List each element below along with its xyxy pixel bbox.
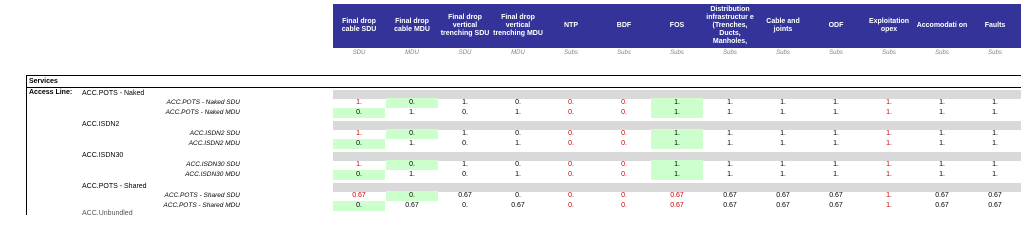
table-cell[interactable]: 1. [727, 140, 733, 147]
column-unit: SDU [458, 50, 472, 56]
table-cell[interactable]: 1. [939, 99, 945, 106]
table-cell[interactable]: 1. [780, 171, 786, 178]
column-header: Accomodati on [916, 22, 968, 29]
table-cell[interactable]: 0. [568, 171, 574, 178]
section-border-top [26, 75, 1021, 76]
table-cell[interactable]: 0. [515, 161, 521, 168]
table-cell[interactable]: 0. [333, 201, 385, 211]
table-cell[interactable]: 1. [780, 130, 786, 137]
group-label: ACC.ISDN2 [82, 121, 120, 128]
section-border-sub [26, 87, 1021, 88]
table-cell[interactable]: 0. [462, 140, 468, 147]
column-header: Cable and joints [766, 18, 800, 33]
table-cell[interactable]: 1. [515, 171, 521, 178]
table-cell[interactable]: 0. [568, 202, 574, 209]
table-cell[interactable]: 1. [356, 99, 362, 106]
row-label: ACC.POTS - Shared SDU [164, 192, 240, 199]
table-cell[interactable]: 0.67 [988, 202, 1002, 209]
table-cell[interactable]: 1. [651, 108, 703, 118]
table-cell[interactable]: 1. [833, 140, 839, 147]
table-cell[interactable]: 0. [621, 140, 627, 147]
table-cell[interactable]: 0. [568, 140, 574, 147]
table-cell[interactable]: 1. [886, 140, 892, 147]
table-cell[interactable]: 0.67 [988, 192, 1002, 199]
table-cell[interactable]: 1. [727, 130, 733, 137]
column-header: FOS [669, 22, 685, 29]
table-cell[interactable]: 1. [356, 130, 362, 137]
group-label: ACC.ISDN30 [82, 152, 124, 159]
table-cell[interactable]: 0. [462, 171, 468, 178]
column-unit: Subs [776, 50, 790, 56]
table-cell[interactable]: 1. [992, 171, 998, 178]
table-cell[interactable]: 0.67 [670, 202, 684, 209]
access-line-label: Access Line: [29, 89, 73, 96]
table-cell[interactable]: 0. [621, 171, 627, 178]
table-cell[interactable]: 1. [515, 140, 521, 147]
table-cell[interactable]: 0. [568, 192, 574, 199]
table-cell[interactable]: 0.67 [935, 192, 949, 199]
table-cell[interactable]: 1. [462, 99, 468, 106]
table-cell[interactable]: 0.67 [723, 192, 737, 199]
table-cell[interactable]: 0.67 [829, 192, 843, 199]
table-cell[interactable]: 1. [939, 109, 945, 116]
row-label: ACC.POTS - Naked MDU [165, 109, 240, 116]
table-cell[interactable]: 1. [939, 130, 945, 137]
column-header: Final drop cable MDU [394, 18, 430, 33]
table-cell[interactable]: 1. [409, 171, 415, 178]
row-label: ACC.ISDN2 SDU [189, 130, 240, 137]
next-group-label: ACC.Unbundled [82, 210, 133, 217]
column-unit: Subs [617, 50, 631, 56]
table-cell[interactable]: 1. [462, 130, 468, 137]
table-cell[interactable]: 1. [515, 109, 521, 116]
table-cell[interactable]: 1. [992, 161, 998, 168]
row-label: ACC.ISDN2 MDU [188, 140, 240, 147]
table-cell[interactable]: 1. [886, 192, 892, 199]
table-cell[interactable]: 1. [651, 98, 703, 108]
table-cell[interactable]: 1. [939, 161, 945, 168]
table-cell[interactable]: 0.67 [935, 202, 949, 209]
table-cell[interactable]: 1. [651, 170, 703, 180]
column-unit: MDU [511, 50, 525, 56]
row-label: ACC.POTS - Naked SDU [166, 99, 240, 106]
table-cell[interactable]: 1. [651, 129, 703, 139]
table-cell[interactable]: 0. [621, 202, 627, 209]
table-cell[interactable]: 0.67 [776, 192, 790, 199]
column-unit: Subs [988, 50, 1002, 56]
table-cell[interactable]: 0. [568, 99, 574, 106]
table-cell[interactable]: 1. [939, 140, 945, 147]
column-unit: Subs [723, 50, 737, 56]
table-cell[interactable]: 1. [833, 109, 839, 116]
table-cell[interactable]: 0. [621, 192, 627, 199]
section-border-left [26, 75, 27, 215]
table-cell[interactable]: 0.67 [405, 202, 419, 209]
table-cell[interactable]: 1. [409, 140, 415, 147]
table-cell[interactable]: 1. [727, 99, 733, 106]
column-unit: SDU [352, 50, 366, 56]
table-cell[interactable]: 1. [886, 109, 892, 116]
column-unit: Subs [829, 50, 843, 56]
table-cell[interactable]: 1. [356, 161, 362, 168]
table-cell[interactable]: 0. [568, 161, 574, 168]
table-cell[interactable]: 0.67 [511, 202, 525, 209]
table-cell[interactable]: 1. [992, 109, 998, 116]
table-cell[interactable]: 0. [333, 108, 385, 118]
table-cell[interactable]: 0. [568, 109, 574, 116]
column-header: Exploitation opex [868, 18, 910, 33]
column-header: Final drop cable SDU [341, 18, 377, 33]
table-cell[interactable]: 1. [992, 130, 998, 137]
table-cell[interactable]: 1. [886, 130, 892, 137]
table-cell[interactable]: 0. [462, 109, 468, 116]
table-cell[interactable]: 1. [651, 139, 703, 149]
row-label: ACC.POTS - Shared MDU [163, 202, 240, 209]
table-cell[interactable]: 0.67 [829, 202, 843, 209]
column-unit: Subs [564, 50, 578, 56]
table-cell[interactable]: 1. [727, 109, 733, 116]
table-cell[interactable]: 1. [727, 171, 733, 178]
table-cell[interactable]: 0. [386, 191, 438, 201]
table-cell[interactable]: 0.67 [458, 192, 472, 199]
column-header: Faults [984, 22, 1006, 29]
table-cell[interactable]: 0.67 [776, 202, 790, 209]
table-cell[interactable]: 0. [621, 109, 627, 116]
column-header: Final drop vertical trenching MDU [493, 14, 543, 37]
column-header: Final drop vertical trenching SDU [440, 14, 490, 37]
column-unit: Subs [670, 50, 684, 56]
table-cell[interactable]: 0. [621, 130, 627, 137]
table-cell[interactable]: 0. [386, 160, 438, 170]
table-cell[interactable]: 1. [833, 161, 839, 168]
table-cell[interactable]: 0. [568, 130, 574, 137]
table-cell[interactable]: 0.67 [352, 192, 366, 199]
table-cell[interactable]: 0. [621, 99, 627, 106]
table-cell[interactable]: 1. [833, 171, 839, 178]
table-cell[interactable]: 1. [833, 99, 839, 106]
table-cell[interactable]: 1. [462, 161, 468, 168]
column-header: Distribution infrastructur e (Trenches, Ducts, Manholes, [706, 6, 754, 45]
table-cell[interactable]: 1. [780, 109, 786, 116]
table-cell[interactable]: 0. [462, 202, 468, 209]
table-cell[interactable]: 0. [386, 98, 438, 108]
table-cell[interactable]: 0. [333, 139, 385, 149]
table-cell[interactable]: 1. [886, 99, 892, 106]
table-cell[interactable]: 1. [939, 171, 945, 178]
table-cell[interactable]: 0. [515, 130, 521, 137]
table-cell[interactable]: 1. [833, 130, 839, 137]
column-unit: Subs [935, 50, 949, 56]
row-label: ACC.ISDN30 MDU [185, 171, 240, 178]
table-cell[interactable]: 1. [886, 171, 892, 178]
table-cell[interactable]: 1. [780, 99, 786, 106]
table-cell[interactable]: 1. [780, 161, 786, 168]
section-title: Services [29, 78, 58, 85]
table-cell[interactable]: 1. [992, 99, 998, 106]
column-unit: MDU [405, 50, 419, 56]
table-cell[interactable]: 1. [992, 140, 998, 147]
table-cell[interactable]: 0. [515, 99, 521, 106]
table-cell[interactable]: 0.67 [670, 192, 684, 199]
column-header: BDF [616, 22, 632, 29]
table-cell[interactable]: 1. [651, 160, 703, 170]
table-cell[interactable]: 1. [727, 161, 733, 168]
row-label: ACC.ISDN30 SDU [186, 161, 240, 168]
group-label: ACC.POTS - Shared [82, 183, 147, 190]
group-label: ACC.POTS - Naked [82, 90, 145, 97]
table-cell[interactable]: 1. [886, 161, 892, 168]
column-header: NTP [564, 22, 578, 29]
table-cell[interactable]: 0. [621, 161, 627, 168]
table-cell[interactable]: 1. [409, 109, 415, 116]
table-cell[interactable]: 0.67 [723, 202, 737, 209]
table-cell[interactable]: 0. [333, 170, 385, 180]
table-cell[interactable]: 1. [780, 140, 786, 147]
table-cell[interactable]: 1. [886, 202, 892, 209]
column-unit: Subs [882, 50, 896, 56]
column-header: ODF [828, 22, 844, 29]
table-cell[interactable]: 0. [386, 129, 438, 139]
table-cell[interactable]: 0. [515, 192, 521, 199]
